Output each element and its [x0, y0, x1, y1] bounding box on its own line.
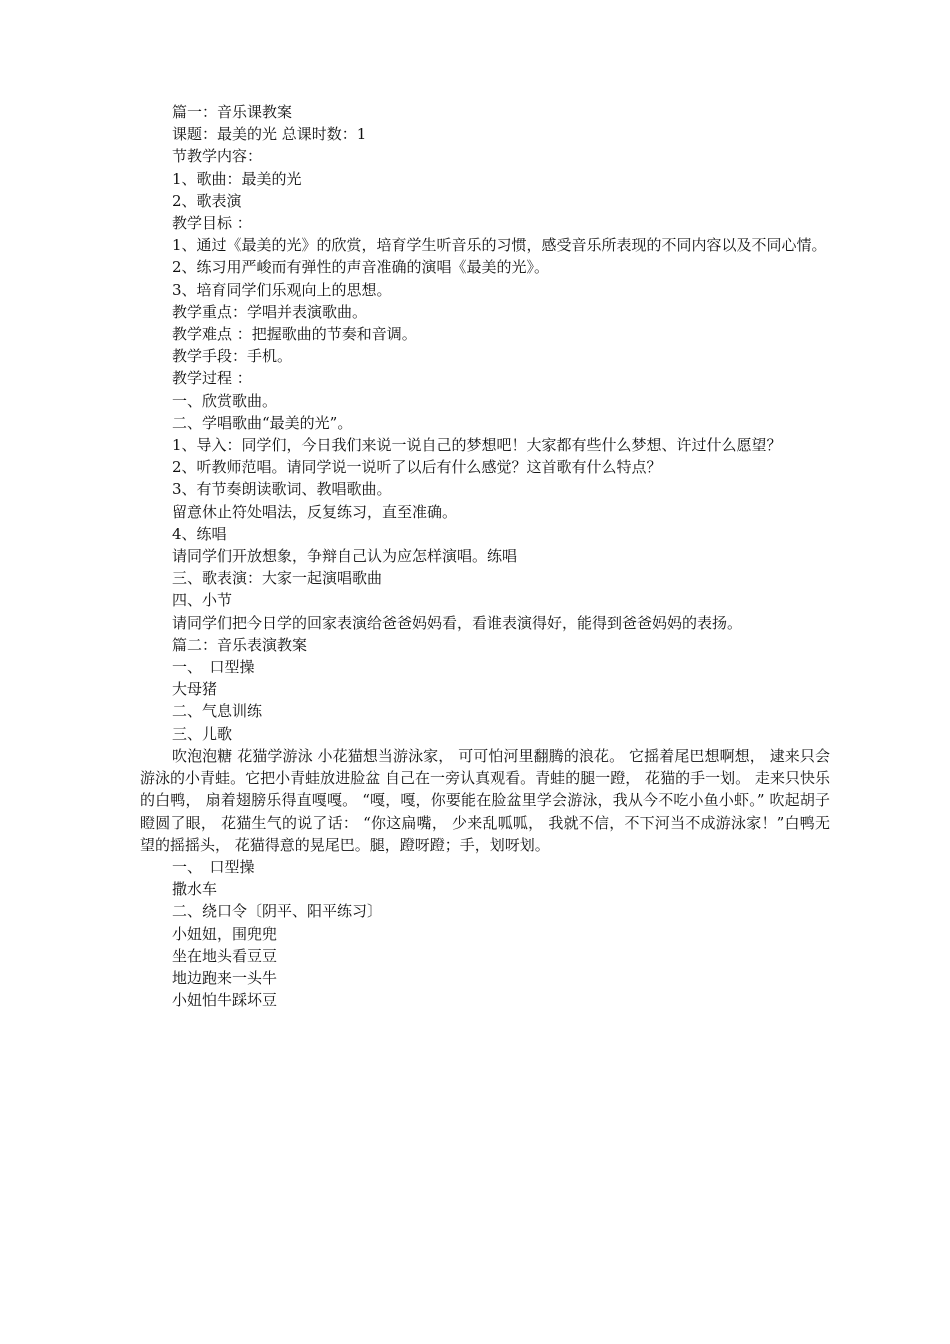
exercise-tongue-twister: 二、绕口令〔阴平、阳平练习〕	[172, 902, 383, 921]
process-substep-1: 1、导入：同学们，今日我们来说一说自己的梦想吧！大家都有些什么梦想、许过什么愿望？	[172, 436, 782, 455]
section-teaching-content: 节教学内容：	[172, 147, 263, 166]
process-step-1: 一、欣赏歌曲。	[172, 391, 278, 410]
teaching-difficulty: 教学难点 ：把握歌曲的节奏和音调。	[172, 325, 417, 344]
process-substep-2: 2、听教师范唱。请同学说一说听了以后有什么感觉？这首歌有什么特点？	[172, 458, 662, 477]
process-substep-4: 4、练唱	[172, 524, 227, 543]
section-teaching-goals: 教学目标 ：	[172, 214, 252, 233]
content-item-2: 2、歌表演	[172, 191, 242, 210]
teaching-key-point: 教学重点：学唱并表演歌曲。	[172, 302, 368, 321]
lesson-topic: 课题：最美的光 总课时数：1	[172, 125, 367, 144]
process-substep-3: 3、有节奏朗读歌词、教唱歌曲。	[172, 480, 392, 499]
exercise-rhyme: 三、儿歌	[172, 724, 233, 743]
process-note: 留意休止符处唱法，反复练习，直至准确。	[172, 502, 458, 521]
tongue-twister-line-3: 地边跑来一头牛	[172, 968, 278, 987]
goal-item-3: 3、培育同学们乐观向上的思想。	[172, 280, 392, 299]
exercise-breath: 二、气息训练	[172, 702, 263, 721]
process-step-3: 三、歌表演：大家一起演唱歌曲	[172, 569, 383, 588]
process-step-4: 四、小节	[172, 591, 233, 610]
section-teaching-process: 教学过程 ：	[172, 369, 252, 388]
tongue-twister-line-4: 小妞怕牛踩坏豆	[172, 991, 278, 1010]
rhyme-paragraph: 吹泡泡糖 花猫学游泳 小花猫想当游泳家， 可可怕河里翻腾的浪花。 它摇着尾巴想啊想， 逮来只会游泳的小青蛙。它把小青蛙放进脸盆 自己在一旁认真观看。青蛙的腿一蹬， 花猫的手一划。 走来只快乐的白鸭， 扇着翅膀乐得直嘎嘎。 “嘎，嘎，你要能在脸盆里学会游泳，我从今不吃小鱼小虾。” 吹起胡子瞪圆了眼， 花猫生气的说了话： “你这扁嘴， 少来乱呱呱， 我就不信，不下河当不成游泳家！”白鸭无望的摇摇头， 花猫得意的晃尾巴。腿，蹬呀蹬；手，划呀划。	[140, 746, 830, 854]
document-body	[140, 101, 830, 1011]
teaching-means: 教学手段：手机。	[172, 347, 293, 366]
goal-item-1: 1、通过《最美的光》的欣赏，培育学生听音乐的习惯，感受音乐所表现的不同内容以及不同心情。	[172, 236, 827, 255]
goal-item-2: 2、练习用严峻而有弹性的声音准确的演唱《最美的光》。	[172, 258, 550, 277]
process-step-2: 二、学唱歌曲“最美的光”。	[172, 413, 353, 432]
exercise-mouth: 一、 口型操	[172, 658, 255, 677]
process-practice-note: 请同学们开放想象，争辩自己认为应怎样演唱。练唱	[172, 547, 518, 566]
summary-paragraph: 请同学们把今日学的回家表演给爸爸妈妈看，看谁表演得好，能得到爸爸妈妈的表扬。	[172, 613, 743, 632]
content-item-1: 1、歌曲：最美的光	[172, 169, 302, 188]
exercise-mouth-item-2: 撒水车	[172, 880, 218, 899]
heading-part-two: 篇二：音乐表演教案	[172, 635, 308, 654]
heading-part-one: 篇一：音乐课教案	[172, 103, 293, 121]
exercise-mouth-item: 大母猪	[172, 680, 218, 699]
exercise-mouth-2: 一、 口型操	[172, 857, 255, 876]
tongue-twister-line-2: 坐在地头看豆豆	[172, 946, 278, 965]
tongue-twister-line-1: 小妞妞，围兜兜	[172, 924, 278, 943]
